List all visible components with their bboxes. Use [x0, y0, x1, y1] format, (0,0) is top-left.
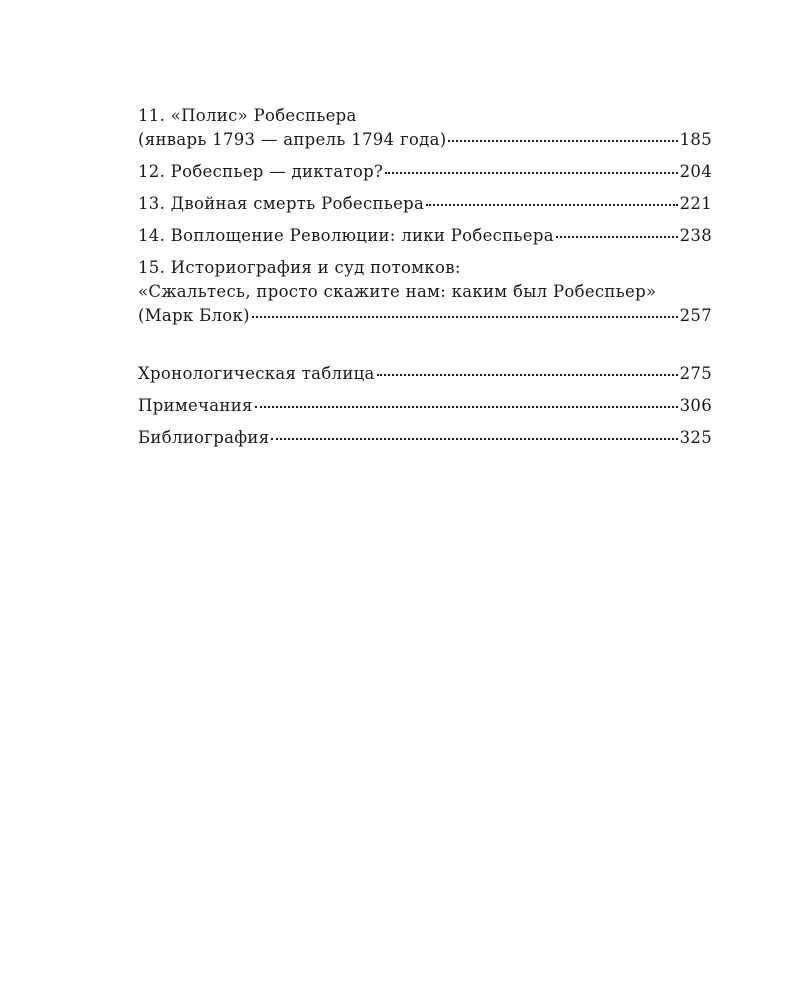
page-number: 238 — [679, 226, 712, 245]
toc-entry-chronology — [138, 362, 712, 386]
dot-leader — [377, 373, 678, 376]
page-number: 275 — [679, 364, 712, 383]
page-number: 306 — [679, 396, 712, 415]
toc-entry-title: 13. Двойная смерть Робеспьера — [138, 194, 425, 213]
toc-entry-row — [138, 192, 712, 216]
toc-entry-row — [138, 224, 712, 248]
page-number: 221 — [679, 194, 712, 213]
toc-entry-row — [138, 304, 712, 328]
dot-leader — [556, 235, 678, 238]
toc-entry-title: Хронологическая таблица — [138, 364, 375, 383]
toc-entry-row — [138, 128, 712, 152]
toc-entry-chapter-13 — [138, 192, 712, 216]
toc-entry-chapter-11 — [138, 104, 712, 152]
dot-leader — [426, 203, 677, 206]
dot-leader — [252, 315, 678, 318]
page-number: 325 — [679, 428, 712, 447]
dot-leader — [255, 405, 678, 408]
toc-entry-chapter-12 — [138, 160, 712, 184]
toc-entry-row — [138, 394, 712, 418]
table-of-contents — [138, 104, 712, 450]
toc-entry-title: (Марк Блок) — [138, 306, 250, 325]
toc-entry-title: Примечания — [138, 396, 253, 415]
toc-entry-row — [138, 362, 712, 386]
toc-entry-title: 14. Воплощение Революции: лики Робеспьера — [138, 226, 554, 245]
dot-leader — [448, 139, 677, 142]
toc-entry-bibliography — [138, 426, 712, 450]
toc-entry-row — [138, 160, 712, 184]
toc-entry-title-line: «Сжальтесь, просто скажите нам: каким был Робеспьер» — [138, 282, 657, 301]
section-spacer — [138, 328, 712, 362]
toc-entry-notes — [138, 394, 712, 418]
page-number: 257 — [679, 306, 712, 325]
toc-entry-chapter-15 — [138, 256, 712, 328]
page-number: 204 — [679, 162, 712, 181]
toc-entry-title-line: 15. Историография и суд потомков: — [138, 258, 461, 277]
toc-entry-title: (январь 1793 — апрель 1794 года) — [138, 130, 447, 149]
toc-entry-row — [138, 426, 712, 450]
dot-leader — [385, 171, 677, 174]
page-number: 185 — [679, 130, 712, 149]
toc-entry-title: 12. Робеспьер — диктатор? — [138, 162, 384, 181]
dot-leader — [271, 437, 677, 440]
toc-entry-title: Библиография — [138, 428, 270, 447]
toc-entry-title-line: 11. «Полис» Робеспьера — [138, 106, 357, 125]
toc-entry-chapter-14 — [138, 224, 712, 248]
